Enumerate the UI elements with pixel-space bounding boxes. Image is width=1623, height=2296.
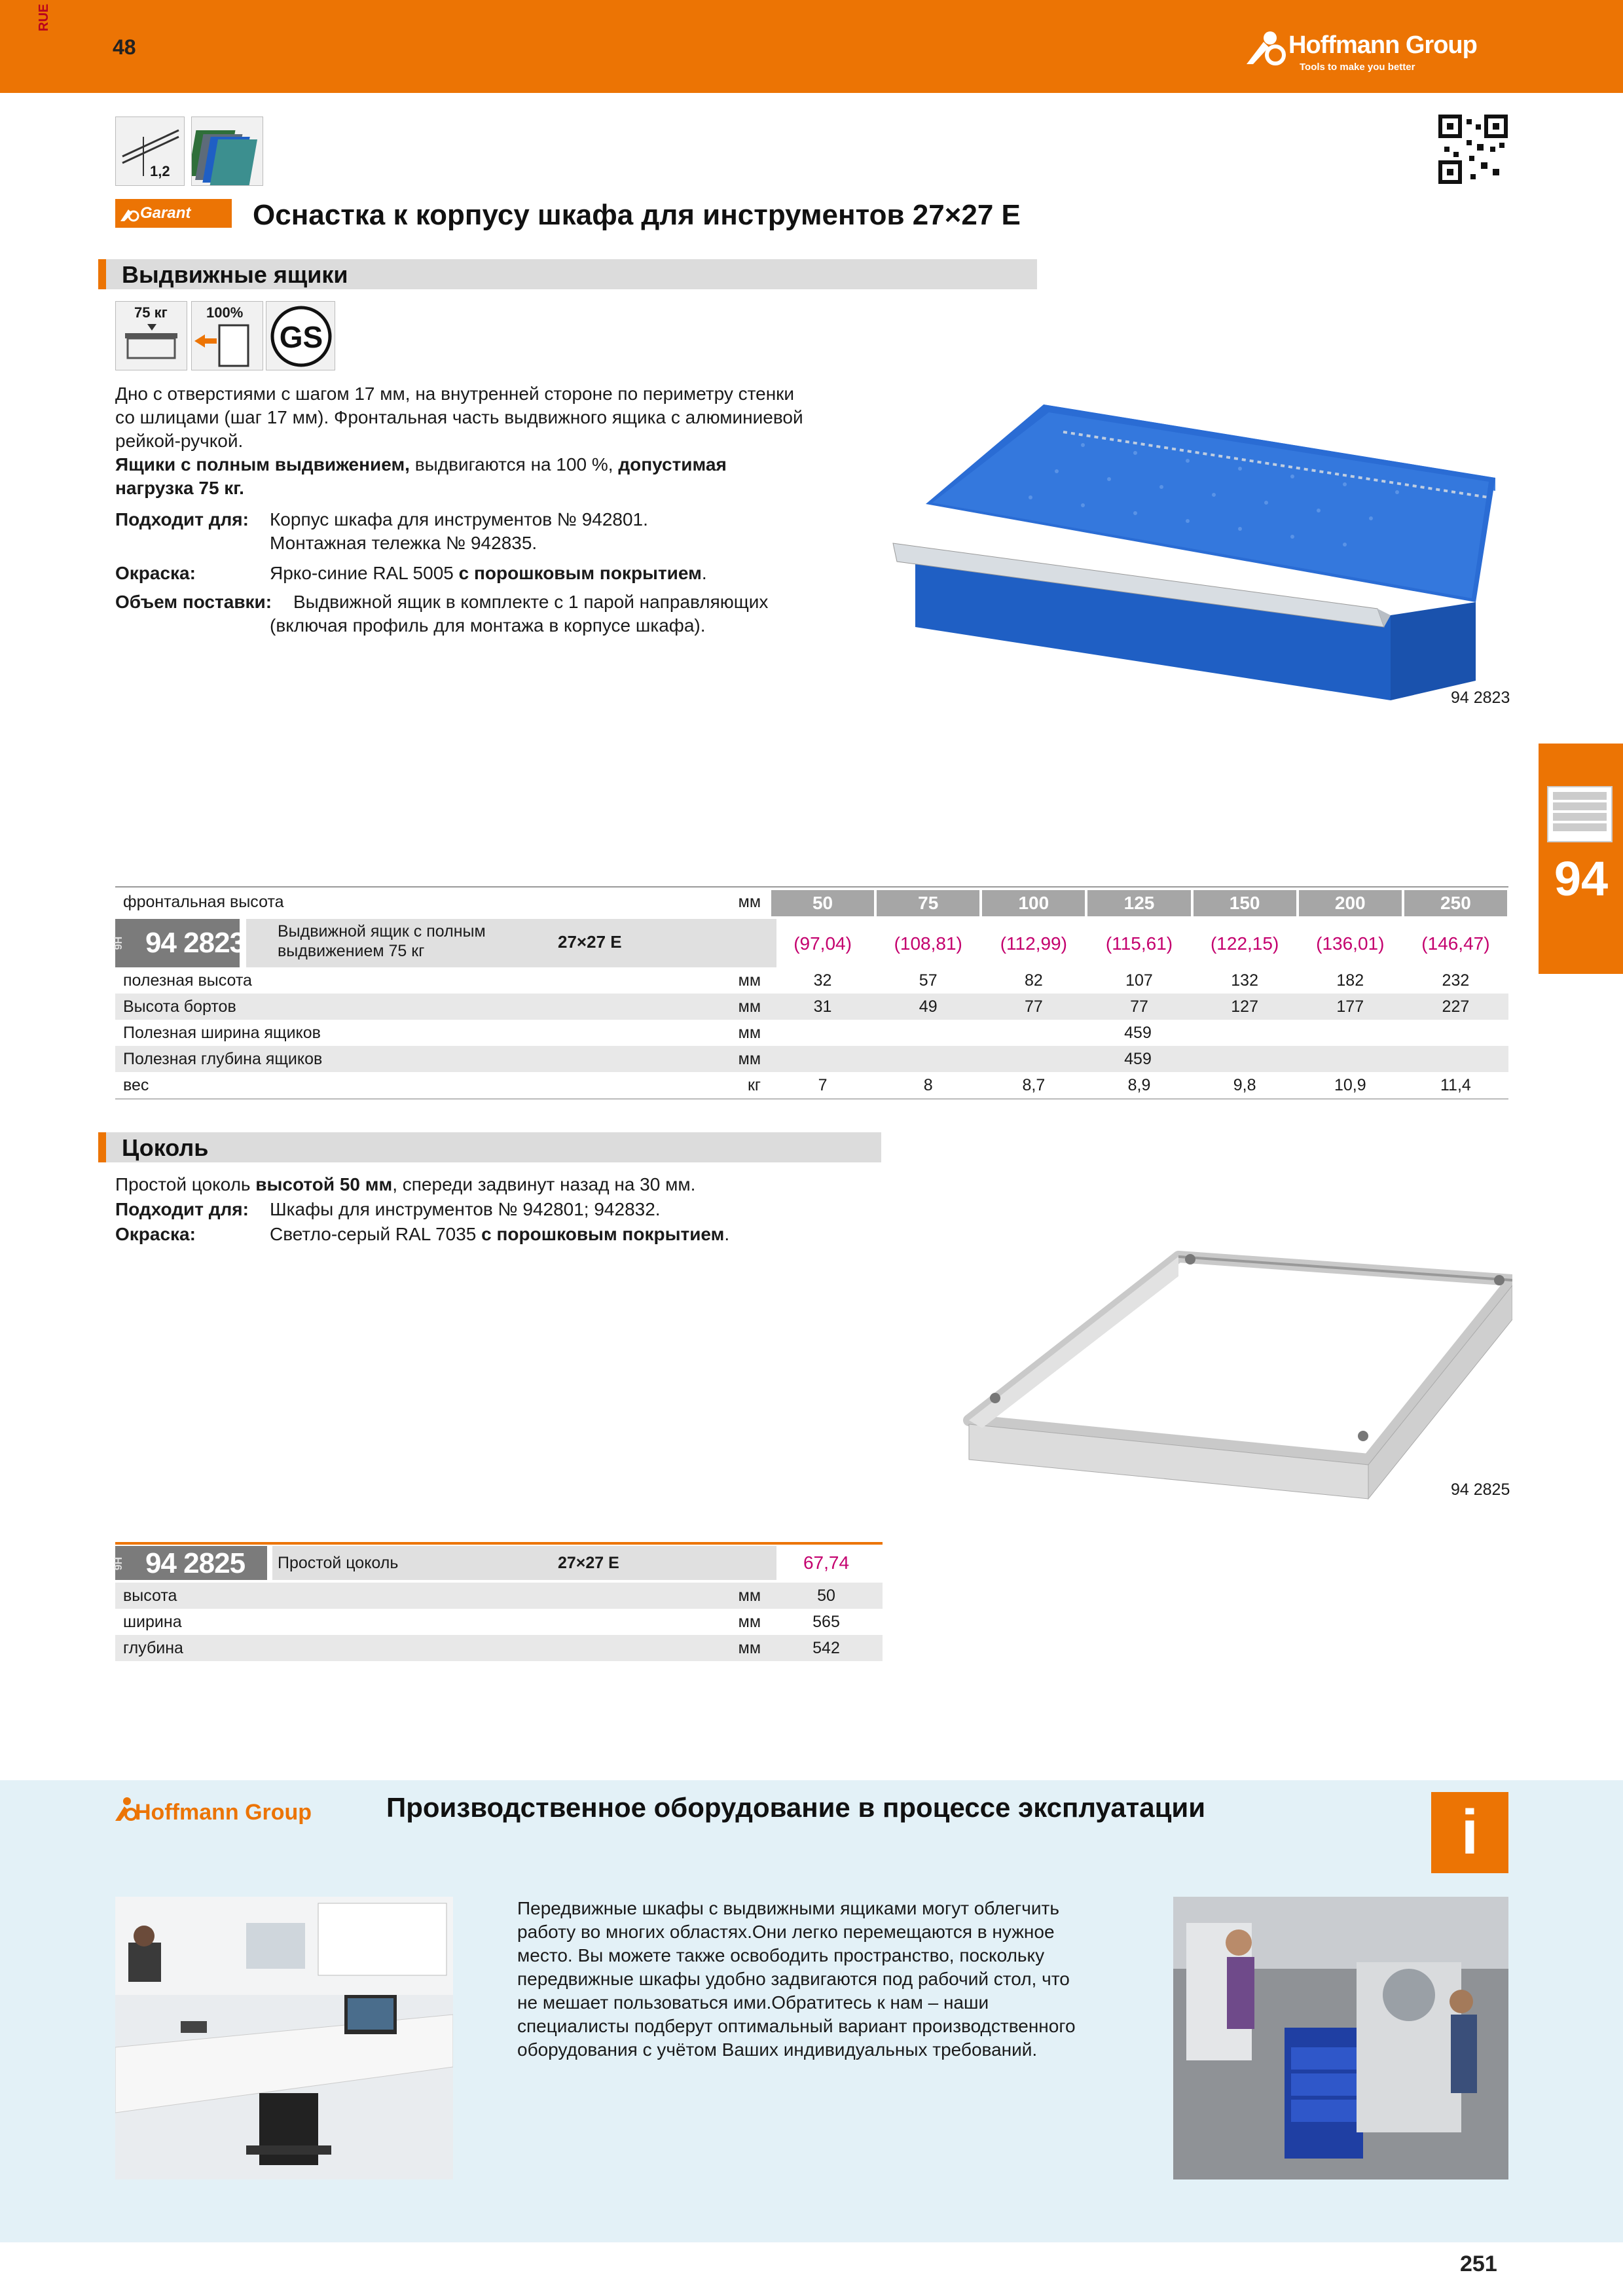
text: . [701,563,707,583]
row-unit: мм [738,971,761,990]
spec-row-fits-2 [115,531,966,555]
value-cell: 232 [1442,971,1470,990]
sku-prefix: 9H [113,936,125,950]
header-unit: мм [738,893,761,911]
spec-value: (включая профиль для монтажа в корпусе шкафа). [270,615,706,636]
value-cell: 77 [1130,997,1148,1016]
product-size: 27×27 E [558,1554,619,1572]
drawer-desc-line: со шлицами (шаг 17 мм). Фронтальная часть выдвижного ящика с алюминиевой [115,407,803,427]
spec-label: Подходит для: [115,509,249,529]
sku-number: 94 2825 [145,1547,246,1579]
page-number: 251 [1460,2251,1497,2276]
value-cell: 32 [813,971,832,990]
height-cell: 250 [1404,890,1507,916]
bold-text: высотой 50 мм [255,1174,393,1194]
drawer-extension-line [115,453,901,476]
info-text-line: Передвижные шкафы с выдвижными ящиками могут облегчить [517,1898,1059,1918]
brand-name: Hoffmann Group [1288,31,1477,59]
sheet-thickness-icon [115,117,185,186]
plinth-product-image [962,1244,1512,1505]
value-cell: 132 [1231,971,1258,990]
value-cell: 50 [817,1587,835,1605]
price-cell: (108,81) [894,933,962,954]
desc-line: выдвижением 75 кг [278,942,425,960]
value-cell: 11,4 [1440,1076,1471,1094]
value-cell: 8,7 [1022,1076,1046,1094]
drawer-cabinet-icon [1544,783,1616,846]
drawer-specs [115,508,966,637]
value-cell: 8,9 [1127,1076,1151,1094]
row-label: ширина [123,1613,182,1631]
section-page-number: 48 [113,35,136,59]
desc-line: Выдвижной ящик с полным [278,922,486,941]
product-size: 27×27 E [558,932,622,952]
spec-value: Монтажная тележка № 942835. [270,533,538,553]
table-top-rule [115,886,1508,888]
value-cell: 182 [1336,971,1364,990]
product-description: Простой цоколь [278,1554,399,1572]
info-text-line: место. Вы можете также освободить пространство, поскольку [517,1945,1045,1965]
table-row [115,1635,883,1661]
hoffmann-logo-icon [1244,29,1290,65]
merged-cell: 459 [1124,1024,1152,1042]
row-unit: мм [738,1613,761,1631]
garant-logo-icon [119,204,140,223]
chapter-number: 94 [1554,852,1609,906]
value-cell: 9,8 [1233,1076,1256,1094]
drawer-desc-line: Дно с отверстиями с шагом 17 мм, на внутренней стороне по периметру стенки [115,384,795,404]
drawers-section-title: Выдвижные ящики [122,261,348,288]
value-cell: 82 [1024,971,1043,990]
workshop-photo [1173,1897,1508,2179]
height-cell: 200 [1299,890,1402,916]
price-cell: (97,04) [793,933,852,954]
value-cell: 107 [1125,971,1153,990]
table-row [115,1046,1508,1072]
sku-prefix: 9H [113,1556,125,1571]
extension-label: 100% [206,304,244,321]
row-label: вес [123,1076,149,1094]
plinth-desc-line [115,1173,966,1198]
row-unit: мм [738,1024,761,1042]
table-bottom-rule [115,1098,1508,1100]
row-label: Полезная глубина ящиков [123,1050,323,1068]
plinth-image-code: 94 2825 [1451,1480,1510,1499]
info-text-line: передвижные шкафы удобно задвигаются под рабочий стол, что [517,1969,1070,1989]
sku-number: 94 2823 [145,927,246,959]
row-unit: мм [738,1587,761,1605]
value-cell: 565 [812,1613,840,1631]
bold-text: нагрузка 75 кг. [115,478,244,498]
gs-certification-icon [266,301,335,370]
text: , спереди задвинут назад на 30 мм. [392,1174,696,1194]
plinth-table-rule [115,1542,883,1545]
info-text-line: оборудования с учётом Ваших индивидуальных требований. [517,2039,1038,2060]
bold-text: допустимая [618,454,727,475]
drawer-description [115,382,901,500]
value-cell: 57 [919,971,938,990]
price-cell: (146,47) [1421,933,1490,954]
price-cell: (136,01) [1316,933,1385,954]
text: . [724,1224,730,1244]
spec-row-paint [115,555,966,585]
spec-label: Окраска: [115,1224,196,1244]
spec-value [270,562,707,585]
bold-text: с порошковым покрытием [458,563,702,583]
price-cell: (115,61) [1105,933,1173,954]
table-row [115,994,1508,1020]
info-text-line: не мешает пользоваться ими.Обратитесь к нам – наши [517,1992,989,2013]
row-unit: мм [738,1050,761,1068]
text: Ярко-синие RAL 5005 [270,563,459,583]
table-row [115,1072,1508,1098]
section-accent [98,1132,106,1162]
plinth-description [115,1173,966,1247]
section-accent [98,259,106,289]
thickness-label: 1,2 [150,163,170,179]
table-row [115,967,1508,994]
spec-value: Корпус шкафа для инструментов № 942801. [270,509,648,529]
full-extension-icon [191,301,263,370]
value-cell: 7 [818,1076,828,1094]
value-cell: 10,9 [1334,1076,1366,1094]
table-row [115,1609,883,1635]
value-cell: 77 [1024,997,1043,1016]
info-brand-name: Hoffmann Group [135,1800,312,1825]
merged-cell: 459 [1124,1050,1152,1068]
height-cell: 125 [1087,890,1190,916]
office-workstation-photo [115,1897,453,2179]
header-label: фронтальная высота [123,893,284,911]
height-cell: 50 [771,890,874,916]
value-cell: 127 [1231,997,1258,1016]
spec-row-fits [115,1198,966,1223]
load-capacity-icon [115,301,187,370]
row-label: высота [123,1587,177,1605]
text: выдвигаются на 100 %, [409,454,619,475]
hoffmann-logo-icon [114,1796,137,1822]
value-cell: 8 [923,1076,933,1094]
value-cell: 177 [1336,997,1364,1016]
spec-value: Шкафы для инструментов № 942801; 942832. [270,1199,661,1219]
drawer-desc-line: рейкой-ручкой. [115,431,244,451]
plinth-section-bar [98,1132,881,1162]
row-label: полезная высота [123,971,252,990]
row-unit: кг [747,1076,761,1094]
price-cell: (112,99) [1000,933,1067,954]
info-text-line: работу во многих областях.Они легко перемещаются в нужное [517,1922,1055,1942]
table-header-row [115,890,1508,916]
spec-value: Выдвижной ящик в комплекте с 1 парой направляющих [293,592,769,612]
color-swatches-icon [191,117,263,186]
spec-row-supply-2 [115,614,966,637]
bold-text: Ящики с полным выдвижением, [115,454,410,475]
table-row [115,1583,883,1609]
price-cell: (122,15) [1210,933,1279,954]
value-cell: 542 [812,1639,840,1657]
plinth-section-title: Цоколь [122,1134,209,1161]
price-cell: 67,74 [803,1552,850,1573]
spec-label: Подходит для: [115,1199,249,1219]
value-cell: 49 [919,997,938,1016]
text: Простой цоколь [115,1174,256,1194]
row-unit: мм [738,997,761,1016]
drawer-image-code: 94 2823 [1451,689,1510,707]
brand-tagline: Tools to make you better [1300,62,1415,73]
plinth-product-row[interactable] [115,1546,883,1580]
value-cell: 31 [813,997,832,1016]
height-cell: 75 [877,890,979,916]
height-cell: 100 [982,890,1085,916]
gs-label: GS [279,320,323,354]
drawer-load-line [115,476,901,500]
row-label: глубина [123,1639,183,1657]
info-text [517,1897,1106,2062]
spec-row-paint [115,1223,966,1247]
table-row [115,1020,1508,1046]
text: Светло-серый RAL 7035 [270,1224,482,1244]
page-title: Оснастка к корпусу шкафа для инструментов 27×27 E [253,199,1021,231]
info-icon: i [1431,1792,1508,1873]
row-label: Высота бортов [123,997,236,1016]
language-code: RUE [37,3,51,31]
height-cell: 150 [1194,890,1296,916]
spec-row-supply [115,585,966,614]
row-unit: мм [738,1639,761,1657]
load-capacity-label: 75 кг [134,304,168,321]
info-text-line: специалисты подберут оптимальный вариант производственного [517,2016,1076,2036]
value-cell: 227 [1442,997,1470,1016]
spec-label: Объем поставки: [115,592,272,612]
info-title: Производственное оборудование в процессе эксплуатации [386,1792,1206,1823]
bold-text: с порошковым покрытием [481,1224,725,1244]
drawer-product-image [886,393,1515,707]
row-label: Полезная ширина ящиков [123,1024,321,1042]
spec-value [270,1223,729,1246]
garant-label: Garant [140,204,191,222]
price-row [115,919,1508,967]
spec-row-fits [115,508,966,531]
spec-label: Окраска: [115,563,196,583]
qr-code-icon[interactable] [1438,114,1508,185]
